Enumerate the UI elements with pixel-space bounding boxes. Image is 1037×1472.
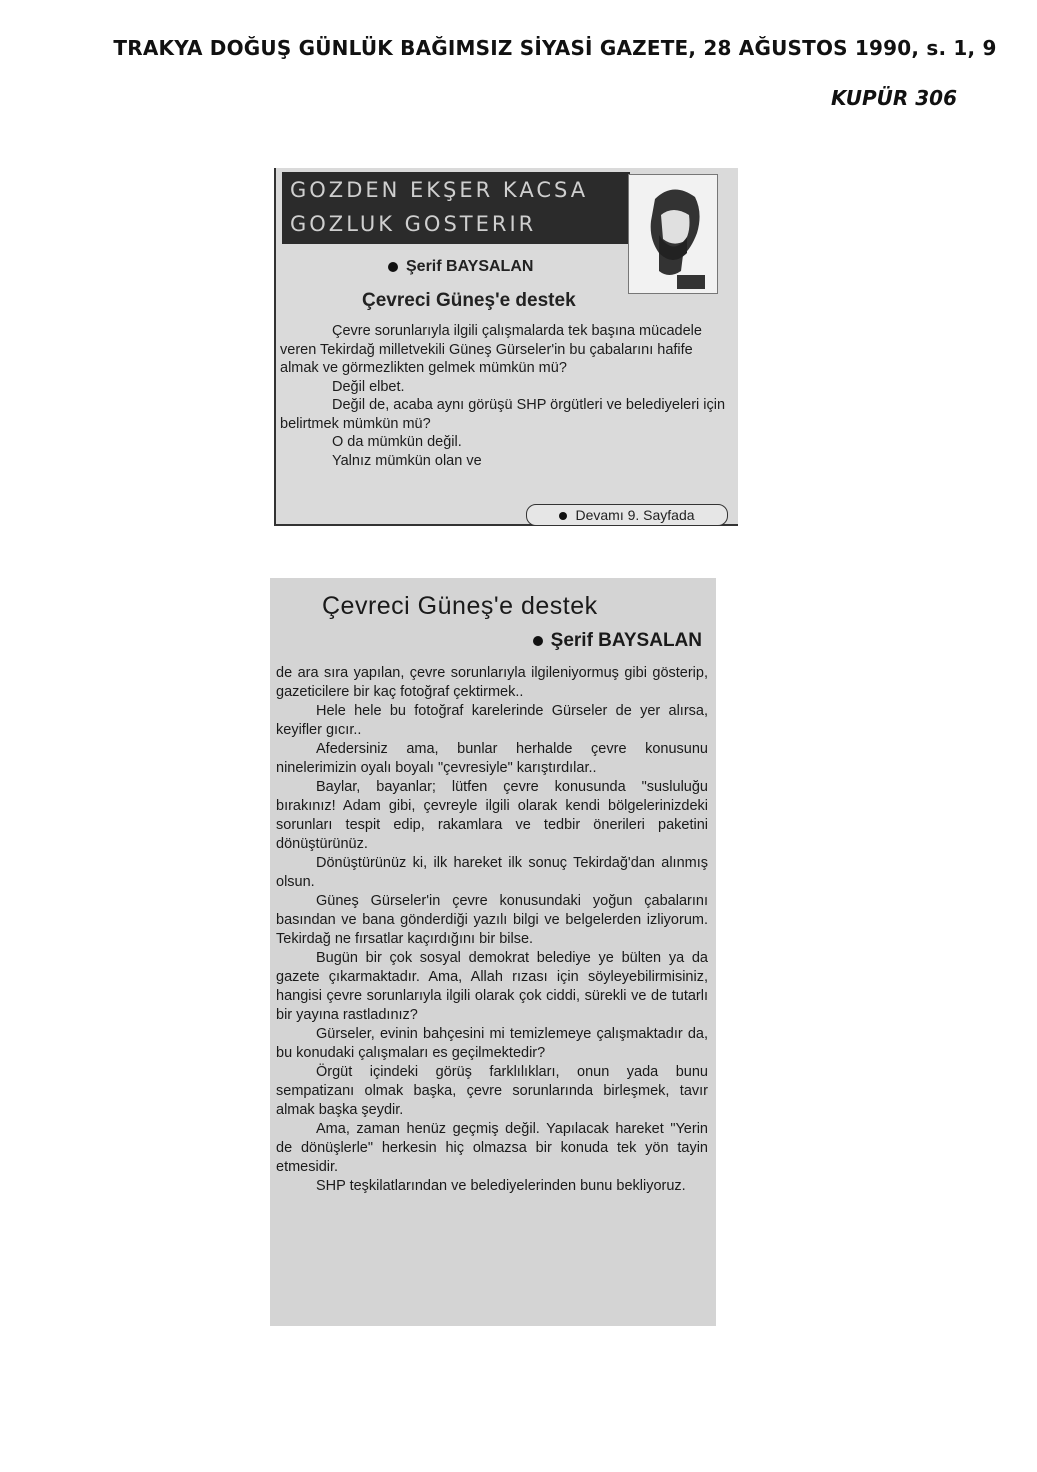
paragraph: Değil elbet. xyxy=(332,378,405,395)
article-body xyxy=(276,664,708,1196)
clip-number: KUPÜR 306 xyxy=(830,86,957,110)
paragraph: Baylar, bayanlar; lütfen çevre konusunda "susluluğu bırakınız! Adam gibi, çevreyle ilgili olarak kendi bölgelerinizdeki sorunları tespit edip, rakamlara ve tedbir önerileri paketini dönüştürünüz. xyxy=(276,779,708,852)
author-name xyxy=(388,258,533,276)
continued-badge xyxy=(526,504,728,526)
paragraph: O da mümkün değil. xyxy=(332,434,462,450)
author-name-text: Şerif BAYSALAN xyxy=(406,258,534,275)
source-header: TRAKYA DOĞUŞ GÜNLÜK BAĞIMSIZ SİYASİ GAZETE, 28 AĞUSTOS 1990, s. 1, 9 xyxy=(113,36,997,60)
column-title-line-2: GOZLUK GOSTERIR xyxy=(290,212,537,236)
column-banner xyxy=(282,172,630,244)
article-headline: Çevreci Güneş'e destek xyxy=(362,290,576,311)
clipping-front-page xyxy=(274,168,738,526)
paragraph: Güneş Gürseler'in çevre konusundaki yoğun çabalarını basından ve bana gönderdiği yazılı bilgi ve belgelerden izliyorum. Tekirdağ ne fırsatlar kaçırdığını bir bilse. xyxy=(276,893,708,947)
paragraph: Ama, zaman henüz geçmiş değil. Yapılacak hareket "Yerin de dönüşlerle" herkesin hiç olmazsa bir konuda tek yön tayin etmesidir. xyxy=(276,1121,708,1175)
paragraph: Bugün bir çok sosyal demokrat belediye ye bülten ya da gazete çıkarmaktadır. Ama, Allah rızası için söyleyebilirmisiniz, hangisi çevre sorunlarıyla ilgili olarak çok ciddi, sürekli ve de tutarlı bir yayına rastladınız? xyxy=(276,950,708,1023)
paragraph: Örgüt içindeki görüş farklılıkları, onun yada bunu sempatizanı olmak başka, çevre sorunlarında birleşmek, tavır almak başka şeydir. xyxy=(276,1064,708,1118)
clipping-page-nine xyxy=(270,578,716,1326)
author-name-text: Şerif BAYSALAN xyxy=(550,630,702,651)
paragraph: Hele hele bu fotoğraf karelerinde Gürseler de yer alırsa, keyifler gıcır.. xyxy=(276,703,708,738)
paragraph: Afedersiniz ama, bunlar herhalde çevre konusunu ninelerimizin oyalı boyalı "çevresiyle" karıştırdılar.. xyxy=(276,741,708,776)
continued-text: Devamı 9. Sayfada xyxy=(575,507,695,523)
paragraph: Dönüştürünüz ki, ilk hareket ilk sonuç Tekirdağ'dan alınmış olsun. xyxy=(276,855,708,890)
paragraph: de ara sıra yapılan, çevre sorunlarıyla ilgileniyormuş gibi gösterip, gazeticilere bir kaç fotoğraf çektirmek.. xyxy=(276,665,708,700)
article-headline: Çevreci Güneş'e destek xyxy=(322,592,598,620)
column-title-line-1: GOZDEN EKŞER KACSA xyxy=(290,178,589,202)
paragraph: Çevre sorunlarıyla ilgili çalışmalarda tek başına mücadele veren Tekirdağ milletvekili Güneş Gürseler'in bu çabalarını hafife almak ve görmezlikten gelmek mümkün mü? xyxy=(280,323,702,376)
article-body xyxy=(280,322,730,470)
paragraph: Yalnız mümkün olan ve xyxy=(332,452,482,469)
author-portrait xyxy=(628,174,718,294)
paragraph: Değil de, acaba aynı görüşü SHP örgütleri ve belediyeleri için belirtmek mümkün mü? xyxy=(280,397,726,432)
author-name xyxy=(533,630,702,652)
paragraph: SHP teşkilatlarından ve belediyelerinden bunu bekliyoruz. xyxy=(316,1178,686,1194)
paragraph: Gürseler, evinin bahçesini mi temizlemeye çalışmaktadır da, bu konudaki çalışmaları es geçilmektedir? xyxy=(276,1026,708,1061)
